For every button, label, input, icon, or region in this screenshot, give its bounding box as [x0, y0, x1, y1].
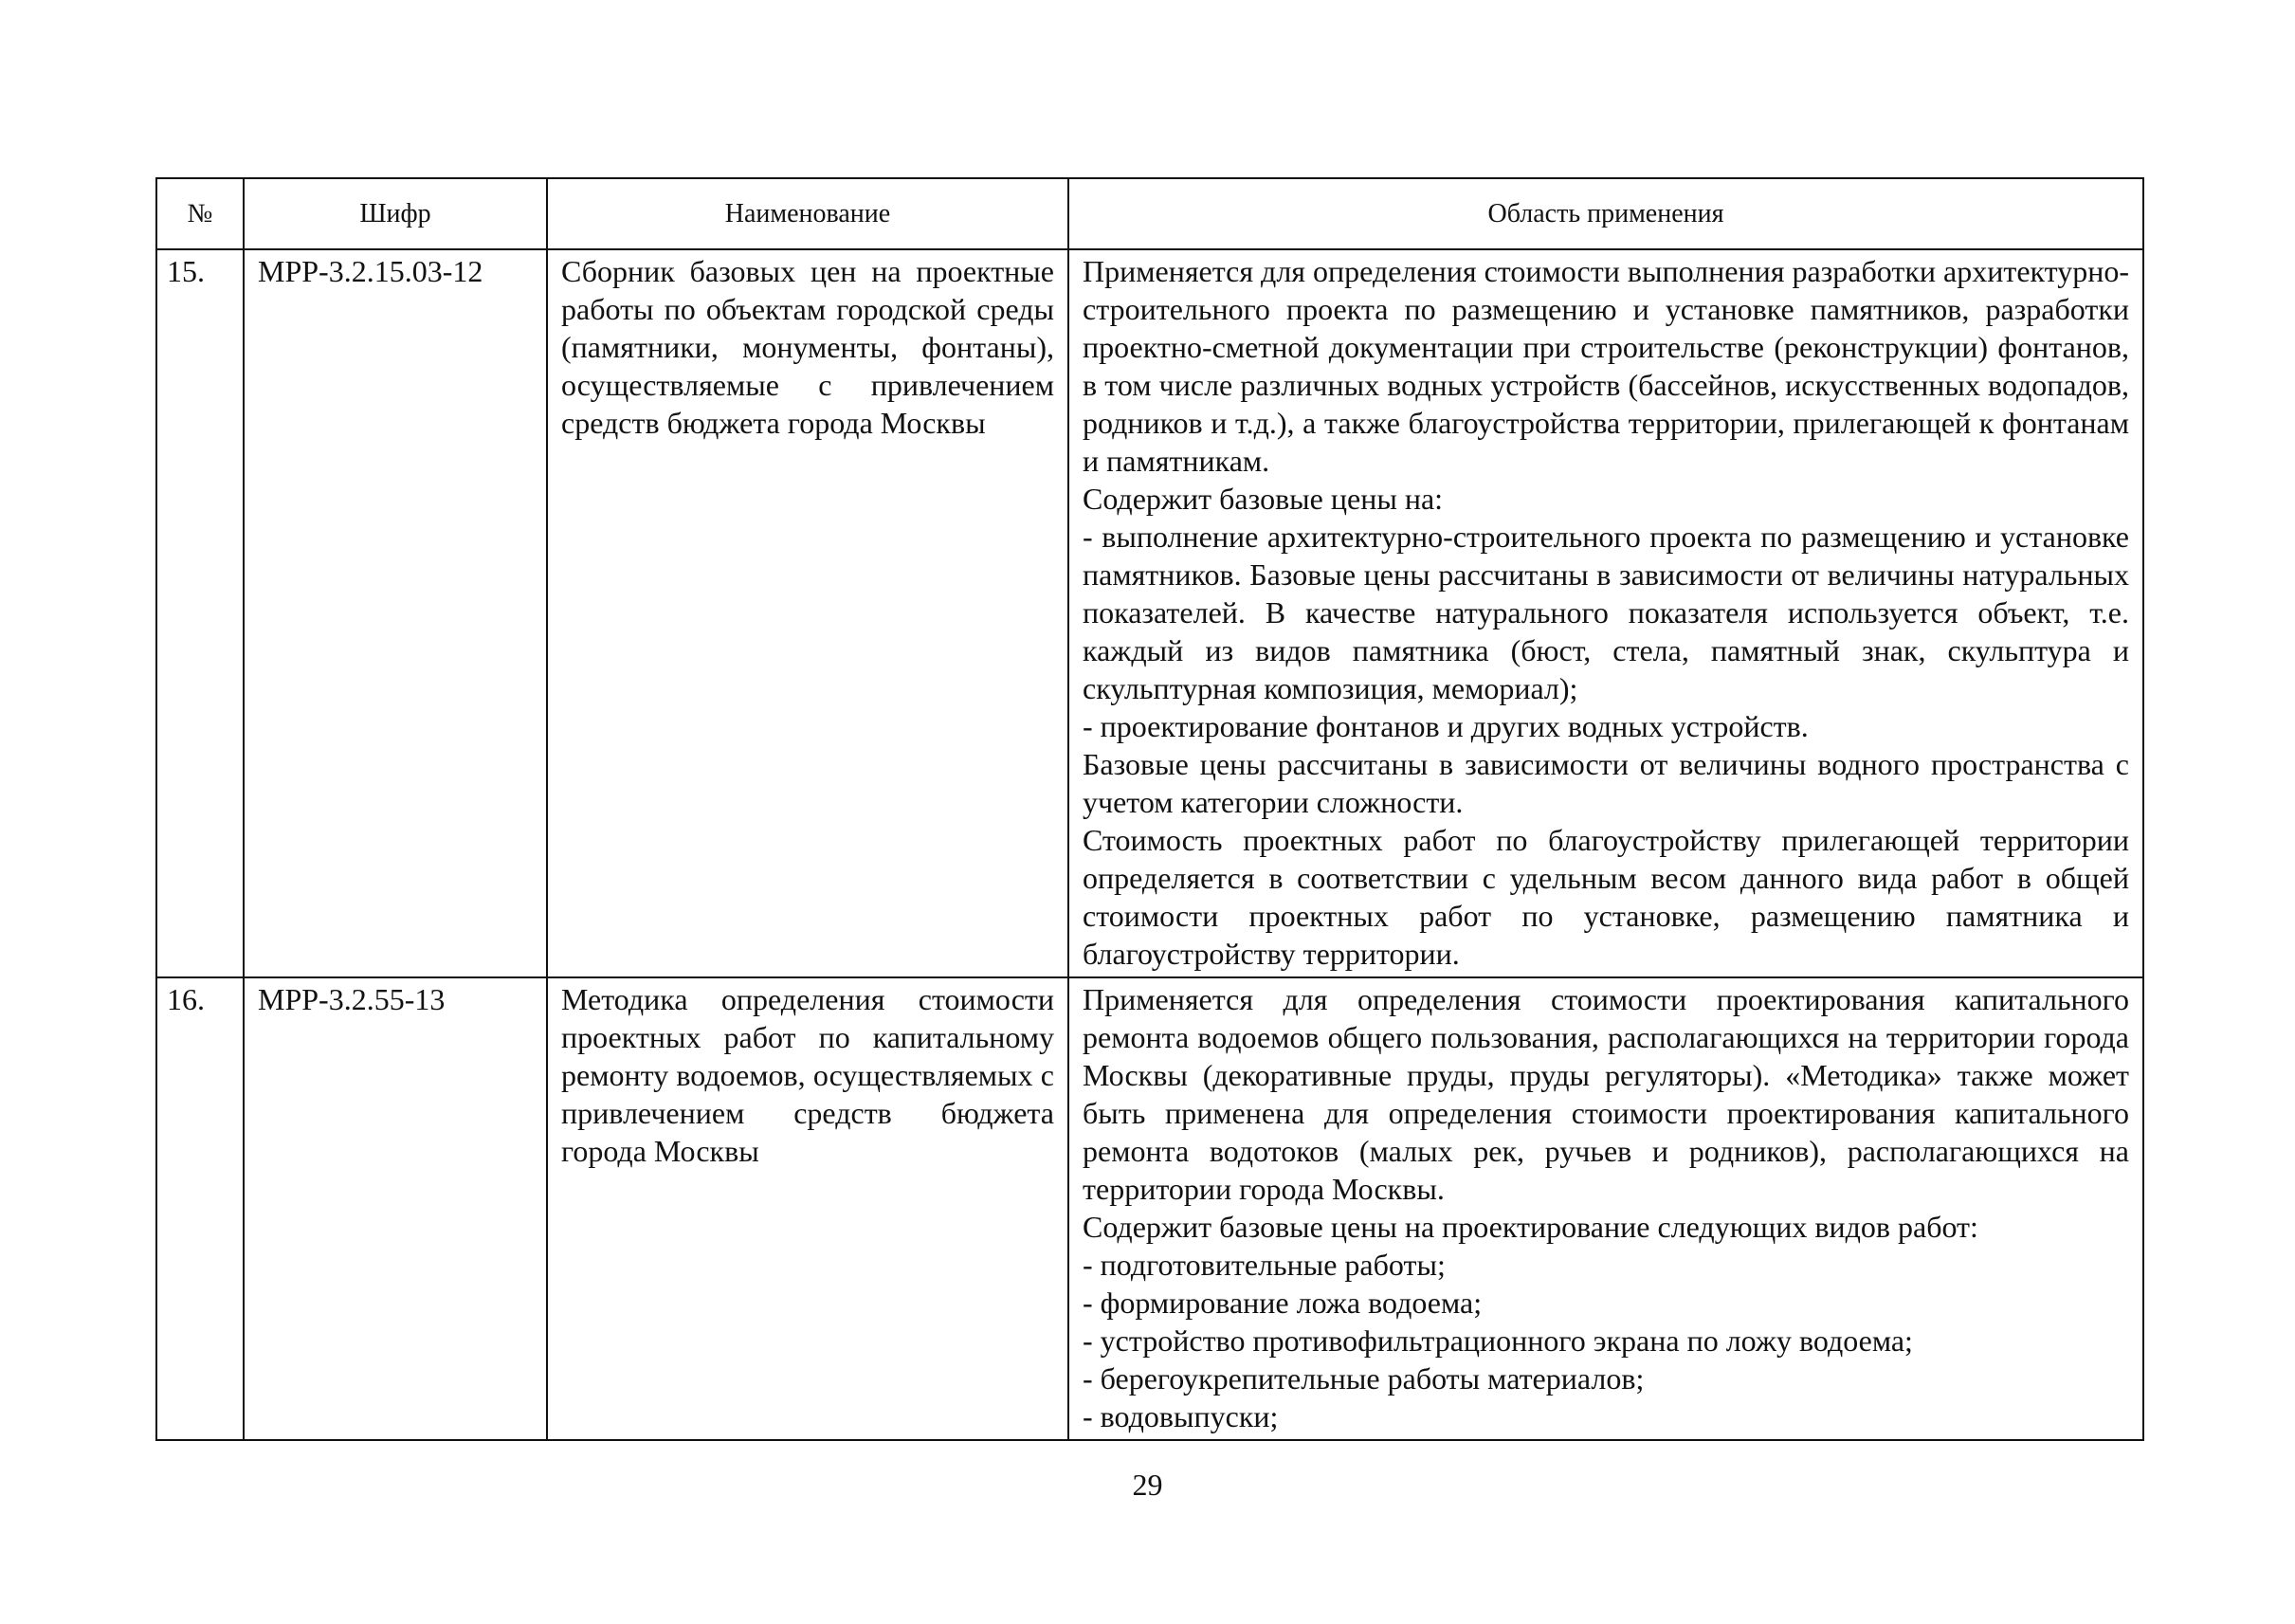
area-paragraph: Базовые цены рассчитаны в зависимости от величины водного пространства с учетом категории сложности.: [1083, 747, 2129, 819]
header-name: Наименование: [547, 178, 1068, 249]
row-code: МРР-3.2.15.03-12: [258, 254, 483, 288]
area-paragraph: Содержит базовые цены на проектирование следующих видов работ:: [1083, 1210, 1978, 1244]
row-area: [1069, 250, 2142, 976]
table-row: [156, 977, 2143, 1440]
area-paragraph: - выполнение архитектурно-строительного проекта по размещению и установке памятников. Базовые цены рассчитаны в зависимости от величины натуральных показателей. В качестве натурального показателя используется объект, т.е. каждый из видов памятника (бюст, стела, памятный знак, скульптура и скульптурная композиция, мемориал);: [1083, 520, 2129, 705]
area-paragraph: - формирование ложа водоема;: [1083, 1286, 1483, 1320]
row-name: Сборник базовых цен на проектные работы по объектам городской среды (памятники, монументы, фонтаны), осуществляемые с привлечением средств бюджета города Москвы: [561, 254, 1054, 440]
area-paragraph: - водовыпуски;: [1083, 1399, 1279, 1433]
page-number: 29: [1132, 1468, 1163, 1502]
area-paragraph: Применяется для определения стоимости проектирования капитального ремонта водоемов общего пользования, располагающихся на территории города Москвы (декоративные пруды, пруды регуляторы). «Методика» также может быть применена для определения стоимости проектирования капитального ремонта водотоков (малых рек, ручьев и родников), располагающихся на территории города Москвы.: [1083, 982, 2129, 1206]
row-area: [1069, 978, 2142, 1439]
row-number: 16.: [167, 982, 205, 1016]
area-paragraph: Применяется для определения стоимости выполнения разработки архитектурно-строительного проекта по размещению и установке памятников, разработки проектно-сметной документации при строительстве (реконструкции) фонтанов, в том числе различных водных устройств (бассейнов, искусственных водопадов, родников и т.д.), а также благоустройства территории, прилегающей к фонтанам и памятникам.: [1083, 254, 2129, 478]
area-paragraph: - подготовительные работы;: [1083, 1248, 1446, 1282]
row-name: Методика определения стоимости проектных работ по капитальному ремонту водоемов, осуществляемых с привлечением средств бюджета города Москвы: [561, 982, 1054, 1168]
row-code: МРР-3.2.55-13: [258, 982, 446, 1016]
header-code: Шифр: [244, 178, 547, 249]
area-paragraph: - берегоукрепительные работы материалов;: [1083, 1361, 1645, 1396]
header-number: №: [156, 178, 244, 249]
area-paragraph: - устройство противофильтрационного экрана по ложу водоема;: [1083, 1323, 1913, 1358]
area-paragraph: Стоимость проектных работ по благоустройству прилегающей территории определяется в соответствии с удельным весом данного вида работ в общей стоимости проектных работ по установке, размещению памятника и благоустройству территории.: [1083, 823, 2129, 971]
table-row: [156, 249, 2143, 977]
area-paragraph: - проектирование фонтанов и других водных устройств.: [1083, 709, 1809, 743]
area-paragraph: Содержит базовые цены на:: [1083, 482, 1444, 516]
registry-table: [155, 177, 2144, 1441]
row-number: 15.: [167, 254, 205, 288]
header-area: Область применения: [1068, 178, 2143, 249]
table-header-row: [156, 178, 2143, 249]
